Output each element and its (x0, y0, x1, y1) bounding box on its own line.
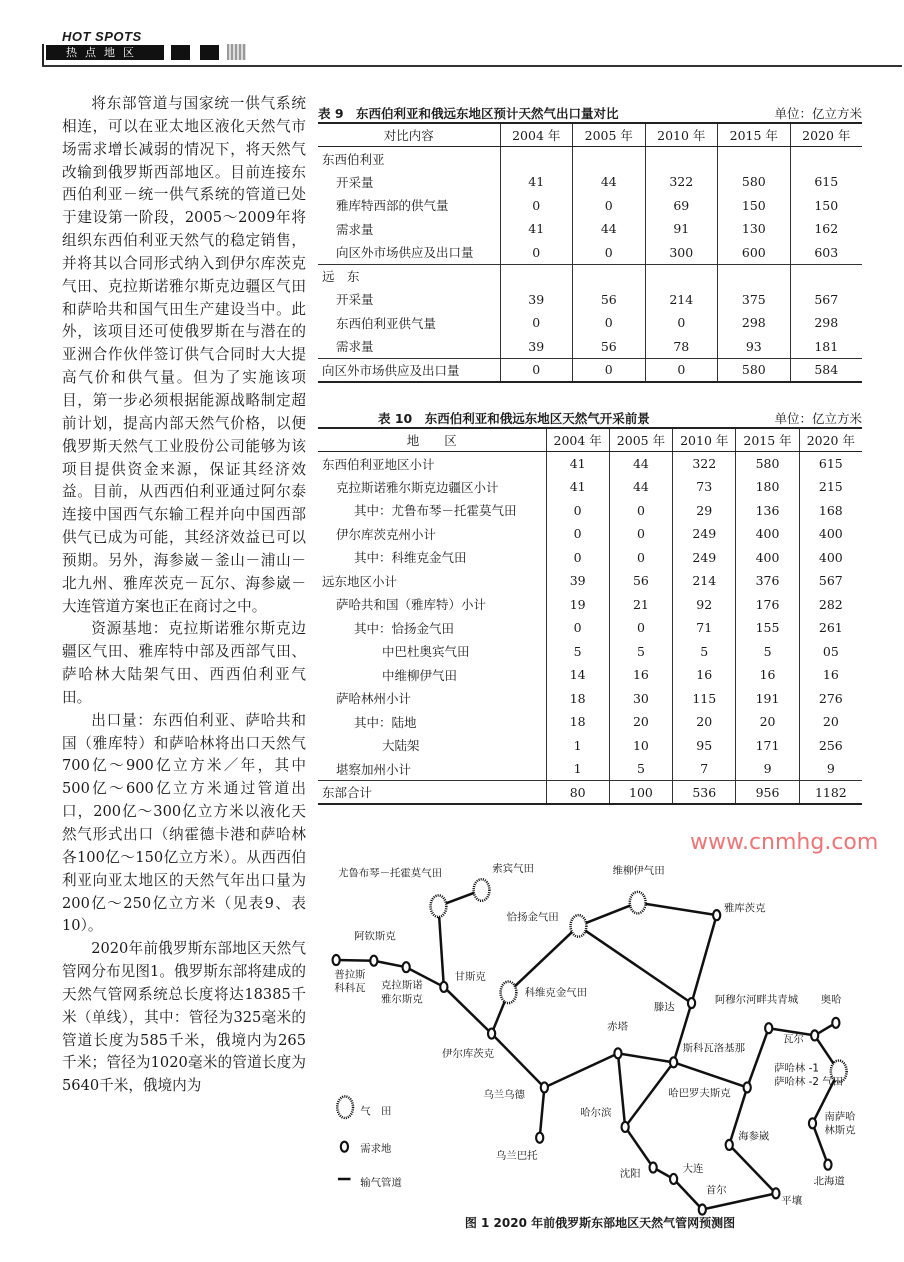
row-label: 中巴杜奥宾气田 (382, 644, 470, 660)
table-cell: 10 (609, 734, 672, 758)
table-cell: 78 (645, 335, 718, 359)
row-label: 其中：恰扬金气田 (354, 620, 455, 636)
paragraph: 将东部管道与国家统一供气系统相连，可以在亚太地区液化天然气市场需求增长减弱的情况下，将天然气改输到俄罗斯西部地区。目前连接东西伯利亚－统一供气系统的管道已处于建设第一阶段，2005～2009年将组织东西伯利亚天然气的稳定销售，并将其以合同形式纳入到伊尔库茨克气田、克拉斯诺雅尔斯克边疆区气田和萨哈共和国气田生产建设当中。此外，该项目还可使俄罗斯在与潜在的亚洲合作伙伴签订供气合同时大大提高气价和供气量。但为了实施该项目，第一步必须根据能源战略制定超前计划，提高内部天然气价格，以便俄罗斯天然气工业股份公司能够为该项目提供资金来源，保证其经济效益。目前，从西西伯利亚通过阿尔泰连接中国西气东输工程并向中国西部供气已成为可能，其经济效益已可以预期。另外，海参崴－釜山－浦山－北九州、雅库茨克－瓦尔、海参崴－大连管道方案也正在商讨之中。 (62, 95, 306, 615)
table-cell: 100 (609, 781, 672, 805)
row-label: 向区外市场供应及出口量 (318, 358, 500, 382)
table-cell: 1 (546, 757, 609, 781)
table-cell: 44 (609, 475, 672, 499)
table-cell: 19 (546, 593, 609, 617)
row-label: 远东地区小计 (322, 573, 398, 589)
table-row (318, 264, 862, 288)
map-label: 斯科瓦洛基那 (682, 1042, 746, 1055)
table-cell (573, 264, 646, 288)
table-cell: 298 (790, 311, 862, 335)
pipeline-segment (625, 1062, 673, 1127)
map-label: 首尔 (705, 1184, 727, 1197)
column-header: 2004 年 (546, 428, 609, 452)
table-cell (645, 147, 718, 171)
table-row (318, 499, 862, 523)
demand-site-icon (370, 956, 377, 966)
table-cell: 0 (500, 241, 573, 265)
column-header: 2005 年 (609, 428, 672, 452)
table-cell: 20 (609, 710, 672, 734)
pipeline-segment (438, 906, 443, 987)
table-row (318, 194, 862, 218)
map-label: 科维克金气田 (524, 986, 588, 999)
demand-site-icon (440, 982, 447, 992)
table-cell: 21 (609, 593, 672, 617)
map-label: 恰扬金气田 (506, 911, 559, 924)
map-label: 甘斯克 (454, 970, 486, 983)
table-cell: 150 (790, 194, 862, 218)
table-cell: 191 (736, 687, 799, 711)
table-cell: 41 (500, 217, 573, 241)
table-9 (318, 104, 862, 383)
table-cell: 56 (573, 288, 646, 312)
demand-site-icon (536, 1133, 543, 1143)
page-header (42, 28, 902, 66)
map-label: 萨哈林 -2 气田 (774, 1075, 844, 1088)
section-title-en: HOT SPOTS (62, 29, 142, 44)
table-cell: 41 (546, 475, 609, 499)
table-row (318, 170, 862, 194)
header-pattern (227, 44, 246, 60)
demand-site-icon (824, 1160, 831, 1170)
column-header: 2015 年 (718, 123, 791, 147)
table-cell: 20 (736, 710, 799, 734)
map-label: 奥哈 (820, 994, 842, 1007)
table-cell: 180 (736, 475, 799, 499)
demand-site-icon (541, 1082, 548, 1092)
table-cell: 1182 (799, 781, 862, 805)
map-label: 萨哈林 -1 (774, 1062, 820, 1075)
table-row (318, 522, 862, 546)
column-header: 对比内容 (318, 123, 500, 147)
row-label: 东西伯利亚供气量 (336, 315, 437, 331)
pipeline-segment (336, 960, 374, 961)
table-cell: 0 (573, 194, 646, 218)
table-cell: 256 (799, 734, 862, 758)
table-cell: 92 (673, 593, 736, 617)
table-cell: 18 (546, 687, 609, 711)
table-cell: 0 (500, 358, 573, 382)
demand-site-icon (670, 1057, 677, 1067)
table-cell: 56 (573, 335, 646, 359)
pipeline-segment (638, 903, 717, 916)
map-label: 维柳伊气田 (612, 864, 665, 877)
table-cell: 0 (609, 616, 672, 640)
table-cell: 80 (546, 781, 609, 805)
table-cell: 276 (799, 687, 862, 711)
demand-site-icon (811, 1030, 818, 1040)
table-row (318, 710, 862, 734)
table-cell: 171 (736, 734, 799, 758)
header-block (200, 45, 219, 60)
table-cell: 0 (546, 522, 609, 546)
table-cell (645, 264, 718, 288)
map-label: 乌兰巴托 (495, 1150, 538, 1163)
table-cell: 155 (736, 616, 799, 640)
table-row (318, 593, 862, 617)
table-row (318, 311, 862, 335)
pipeline-segment (444, 987, 492, 1034)
table-cell: 567 (790, 288, 862, 312)
pipeline-segment (578, 926, 691, 1003)
map-label: 科科瓦 (334, 982, 366, 995)
legend-label: 输气管道 (360, 1177, 402, 1190)
table-cell: 0 (500, 194, 573, 218)
table-cell: 73 (673, 475, 736, 499)
pipeline-segment (618, 1053, 674, 1062)
map-label: 海参崴 (738, 1130, 770, 1143)
map-label: 索宾气田 (492, 863, 534, 876)
table-cell: 69 (645, 194, 718, 218)
table-cell: 567 (799, 569, 862, 593)
row-label: 大陆架 (382, 738, 420, 754)
table-cell: 44 (573, 217, 646, 241)
table-cell: 400 (799, 522, 862, 546)
table-row (318, 781, 862, 805)
table-cell: 214 (645, 288, 718, 312)
row-label: 伊尔库茨克州小计 (336, 526, 437, 542)
row-label: 东西伯利亚地区小计 (322, 456, 435, 472)
table-cell: 9 (799, 757, 862, 781)
table-cell: 16 (609, 663, 672, 687)
column-header: 2015 年 (736, 428, 799, 452)
table-cell: 71 (673, 616, 736, 640)
table-cell: 5 (546, 640, 609, 664)
watermark: www.cnmhg.com (690, 830, 879, 855)
column-header: 地 区 (318, 428, 546, 452)
table-cell: 41 (546, 452, 609, 476)
table-cell: 584 (790, 358, 862, 382)
table-cell: 5 (736, 640, 799, 664)
map-label: 阿钦斯克 (354, 930, 396, 943)
pipeline-segment (618, 1053, 625, 1127)
table-cell: 05 (799, 640, 862, 664)
pipeline-segment (625, 1127, 653, 1168)
table-cell: 181 (790, 335, 862, 359)
table-cell: 44 (609, 452, 672, 476)
row-label: 开采量 (336, 174, 374, 190)
table-cell: 375 (718, 288, 791, 312)
map-label: 乌兰乌德 (483, 1089, 525, 1102)
gas-field-icon (337, 1096, 353, 1118)
table-row (318, 757, 862, 781)
row-label: 其中：科维克金气田 (354, 550, 467, 566)
map-label: 大连 (682, 1162, 704, 1175)
table-cell: 600 (718, 241, 791, 265)
table-cell: 0 (546, 546, 609, 570)
pipeline-segment (692, 915, 717, 1003)
pipeline-segment (492, 1034, 545, 1088)
table-row (318, 475, 862, 499)
map-label: 伊尔库茨克 (442, 1047, 495, 1060)
table-cell: 956 (736, 781, 799, 805)
table-cell (790, 264, 862, 288)
table-cell: 400 (736, 522, 799, 546)
row-label: 东部合计 (318, 781, 546, 805)
table-row (318, 616, 862, 640)
table-cell: 615 (799, 452, 862, 476)
table-cell: 400 (736, 546, 799, 570)
table-cell: 282 (799, 593, 862, 617)
table-cell: 0 (609, 546, 672, 570)
map-label: 林斯克 (824, 1124, 856, 1137)
pipeline-segment (540, 1087, 545, 1137)
table-cell: 168 (799, 499, 862, 523)
table-cell: 56 (609, 569, 672, 593)
legend-label: 气 田 (360, 1105, 392, 1118)
table-cell (500, 264, 573, 288)
table-cell: 130 (718, 217, 791, 241)
table-cell: 0 (645, 311, 718, 335)
table-cell: 14 (546, 663, 609, 687)
gas-field-icon (474, 879, 490, 901)
pipeline-segment (747, 1028, 769, 1087)
table-cell (790, 147, 862, 171)
table-cell: 215 (799, 475, 862, 499)
table-cell (573, 147, 646, 171)
map-label: 平壤 (781, 1195, 803, 1208)
map-label: 滕达 (653, 1001, 675, 1014)
table-row (318, 147, 862, 171)
demand-site-icon (650, 1162, 657, 1172)
table-cell: 16 (736, 663, 799, 687)
table-cell: 16 (673, 663, 736, 687)
table-cell: 5 (609, 640, 672, 664)
map-label: 哈巴罗夫斯克 (668, 1087, 731, 1100)
column-header: 2004 年 (500, 123, 573, 147)
table-unit: 单位：亿立方米 (774, 106, 862, 121)
table-cell: 91 (645, 217, 718, 241)
table-cell: 322 (673, 452, 736, 476)
body-text-column (62, 93, 306, 1098)
table-cell: 115 (673, 687, 736, 711)
table-cell: 580 (736, 452, 799, 476)
header-bar (42, 44, 44, 66)
table-row (318, 687, 862, 711)
column-header: 2020 年 (790, 123, 862, 147)
row-label: 东西伯利亚 (322, 151, 385, 167)
table-cell: 0 (609, 522, 672, 546)
pipeline-segment (729, 1145, 776, 1193)
table-cell: 261 (799, 616, 862, 640)
column-header: 2005 年 (573, 123, 646, 147)
table-cell: 41 (500, 170, 573, 194)
table-cell: 39 (546, 569, 609, 593)
table-cell: 93 (718, 335, 791, 359)
table-cell: 39 (500, 288, 573, 312)
pipeline-segment (508, 926, 578, 992)
demand-site-icon (622, 1122, 629, 1132)
figure-caption: 图 1 2020 年前俄罗斯东部地区天然气管网预测图 (464, 1216, 736, 1230)
table-10 (318, 409, 862, 805)
demand-site-icon (744, 1082, 751, 1092)
table-cell: 39 (500, 335, 573, 359)
table-cell: 20 (799, 710, 862, 734)
table-row (318, 569, 862, 593)
demand-site-icon (688, 998, 695, 1008)
table-cell: 536 (673, 781, 736, 805)
table-header-row (318, 428, 862, 452)
row-label: 需求量 (336, 221, 374, 237)
table-cell: 30 (609, 687, 672, 711)
table-cell: 214 (673, 569, 736, 593)
row-label: 堪察加州小计 (336, 761, 412, 777)
map-label: 赤塔 (607, 1021, 628, 1034)
table-row (318, 546, 862, 570)
paragraph: 2020年前俄罗斯东部地区天然气管网分布见图1。俄罗斯东部将建成的天然气管网系统总长度将达18385千米（单线），其中：管径为325毫米的管道长度为585千米，俄境内为265千米；管径为1020毫米的管道长度为5640千米，俄境内为 (62, 940, 306, 1095)
table-row (318, 452, 862, 476)
table-row (318, 241, 862, 265)
paragraph: 出口量：东西伯利亚、萨哈共和国（雅库特）和萨哈林将出口天然气700亿～900亿立方米／年，其中500亿～600亿立方米通过管道出口，200亿～300亿立方米以液化天然气形式出口（纳霍德卡港和萨哈林各100亿～150亿立方米）。从西西伯利亚向亚太地区的天然气年出口量为200亿～250亿立方米（见表9、表10）。 (62, 711, 306, 935)
table-cell: 44 (573, 170, 646, 194)
table-cell: 18 (546, 710, 609, 734)
table-cell: 249 (673, 546, 736, 570)
table-cell: 0 (573, 358, 646, 382)
table-cell: 20 (673, 710, 736, 734)
row-label: 需求量 (336, 339, 374, 354)
map-label: 尤鲁布琴－托霍莫气田 (337, 867, 443, 880)
table-cell: 29 (673, 499, 736, 523)
map-label: 沈阳 (619, 1168, 641, 1181)
table-cell: 16 (799, 663, 862, 687)
table-row (318, 663, 862, 687)
map-label: 瓦尔 (783, 1033, 804, 1046)
demand-site-icon (614, 1048, 621, 1058)
demand-site-icon (772, 1188, 779, 1198)
table-cell: 162 (790, 217, 862, 241)
table-cell: 603 (790, 241, 862, 265)
demand-site-icon (765, 1023, 772, 1033)
table-row (318, 734, 862, 758)
map-label: 克拉斯诺 (381, 979, 423, 992)
table-cell (718, 147, 791, 171)
map-label: 普拉斯 (334, 968, 366, 981)
row-label: 萨哈林州小计 (336, 691, 412, 707)
table-row (318, 288, 862, 312)
table-cell: 300 (645, 241, 718, 265)
demand-site-icon (726, 1140, 733, 1150)
table-cell: 400 (799, 546, 862, 570)
row-label: 萨哈共和国（雅库特）小计 (336, 597, 487, 613)
table-cell (718, 264, 791, 288)
table-cell: 136 (736, 499, 799, 523)
table-cell (500, 147, 573, 171)
gas-field-icon (571, 915, 587, 937)
section-title-cn: 热点地区 (46, 45, 164, 60)
gas-field-icon (630, 892, 646, 914)
table-cell: 5 (609, 757, 672, 781)
table-cell: 0 (609, 499, 672, 523)
demand-site-icon (713, 910, 720, 920)
table-cell: 0 (500, 311, 573, 335)
pipeline-segment (674, 1179, 703, 1210)
pipeline-segment (544, 1053, 618, 1087)
pipeline-network-map (320, 820, 880, 1230)
table-row (318, 358, 862, 382)
row-label: 中维柳伊气田 (382, 667, 458, 683)
table-cell: 0 (645, 358, 718, 382)
pipeline-segment (674, 1062, 748, 1087)
table-title: 表 10 东西伯利亚和俄远东地区天然气开采前景 (378, 411, 650, 426)
demand-site-icon (832, 1018, 839, 1028)
table-row (318, 335, 862, 359)
row-label: 远 东 (318, 264, 500, 288)
column-header: 2010 年 (645, 123, 718, 147)
table-header-row (318, 123, 862, 147)
demand-site-icon (403, 962, 410, 972)
table-cell: 580 (718, 358, 791, 382)
table-cell: 0 (573, 241, 646, 265)
pipeline-segment (374, 961, 406, 967)
table-row (318, 217, 862, 241)
table-cell: 298 (718, 311, 791, 335)
map-label: 阿穆尔河畔共青城 (714, 994, 799, 1007)
row-label: 其中：尤鲁布琴－托霍莫气田 (354, 503, 517, 519)
row-label: 其中：陆地 (354, 714, 417, 730)
table-unit: 单位：亿立方米 (774, 411, 862, 426)
column-header: 2020 年 (799, 428, 862, 452)
map-label: 南萨哈 (824, 1110, 856, 1123)
demand-site-icon (488, 1029, 495, 1039)
table-title: 表 9 东西伯利亚和俄远东地区预计天然气出口量对比 (318, 106, 619, 121)
map-label: 哈尔滨 (580, 1107, 612, 1120)
row-label: 开采量 (336, 292, 374, 308)
gas-field-icon (431, 895, 447, 917)
header-rule (42, 65, 902, 67)
pipeline-segment (578, 903, 637, 926)
gas-field-icon (501, 982, 517, 1004)
paragraph: 资源基地：克拉斯诺雅尔斯克边疆区气田、雅库特中部及西部气田、萨哈林大陆架气田、西西伯利亚气田。 (62, 620, 306, 706)
column-header: 2010 年 (673, 428, 736, 452)
demand-site-icon (341, 1142, 348, 1152)
demand-site-icon (809, 1118, 816, 1128)
row-label: 克拉斯诺雅尔斯克边疆区小计 (336, 479, 499, 495)
table-cell: 615 (790, 170, 862, 194)
header-block (171, 45, 190, 60)
table-cell: 376 (736, 569, 799, 593)
demand-site-icon (670, 1174, 677, 1184)
table-row (318, 640, 862, 664)
row-label: 向区外市场供应及出口量 (336, 245, 474, 260)
table-cell: 150 (718, 194, 791, 218)
table-cell: 1 (546, 734, 609, 758)
legend-label: 需求地 (360, 1143, 392, 1156)
table-cell: 0 (546, 499, 609, 523)
table-cell: 95 (673, 734, 736, 758)
table-cell: 322 (645, 170, 718, 194)
map-label: 雅库茨克 (723, 902, 766, 915)
table-cell: 7 (673, 757, 736, 781)
map-label: 北海道 (813, 1175, 845, 1188)
demand-site-icon (333, 955, 340, 965)
table-cell: 0 (573, 311, 646, 335)
table-cell: 9 (736, 757, 799, 781)
table-cell: 0 (546, 616, 609, 640)
map-label: 雅尔斯克 (381, 993, 423, 1006)
table-cell: 176 (736, 593, 799, 617)
table-cell: 249 (673, 522, 736, 546)
table-cell: 5 (673, 640, 736, 664)
table-cell: 580 (718, 170, 791, 194)
row-label: 雅库特西部的供气量 (336, 198, 449, 214)
